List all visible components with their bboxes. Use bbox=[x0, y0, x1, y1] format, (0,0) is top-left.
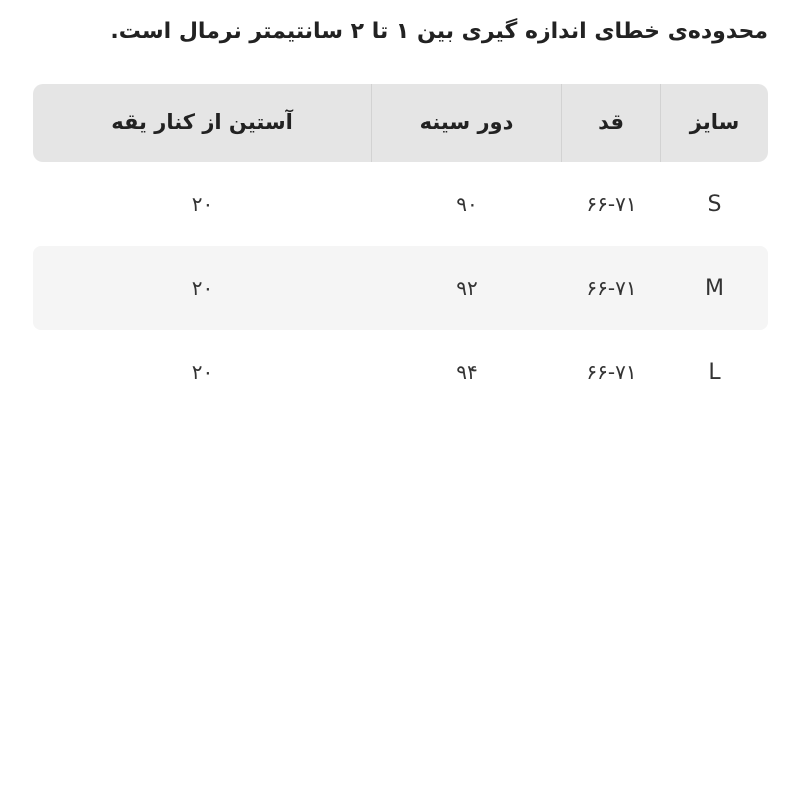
cell-height: ۶۶-۷۱ bbox=[586, 192, 637, 216]
cell-sleeve: ۲۰ bbox=[191, 360, 214, 384]
cell-height: ۶۶-۷۱ bbox=[586, 360, 637, 384]
table-header-row bbox=[33, 84, 768, 162]
table-row bbox=[33, 330, 768, 414]
size-table bbox=[33, 84, 768, 414]
cell-sleeve: ۲۰ bbox=[191, 276, 214, 300]
size-note: محدوده‌ی خطای اندازه گیری بین ۱ تا ۲ سانتیمتر نرمال است. bbox=[110, 19, 768, 44]
cell-size: M bbox=[705, 275, 724, 301]
header-height: قد bbox=[562, 84, 661, 162]
cell-chest: ۹۴ bbox=[456, 360, 478, 384]
header-size: سایز bbox=[689, 110, 740, 134]
header-chest: دور سینه bbox=[372, 84, 562, 162]
cell-chest: ۹۲ bbox=[456, 276, 478, 300]
cell-chest: ۹۰ bbox=[456, 192, 478, 216]
table-row bbox=[33, 162, 768, 246]
table-row bbox=[33, 246, 768, 330]
cell-size: S bbox=[707, 191, 722, 217]
cell-size: L bbox=[708, 359, 721, 385]
cell-sleeve: ۲۰ bbox=[191, 192, 214, 216]
cell-height: ۶۶-۷۱ bbox=[586, 276, 637, 300]
header-sleeve: آستین از کنار یقه bbox=[33, 84, 372, 162]
